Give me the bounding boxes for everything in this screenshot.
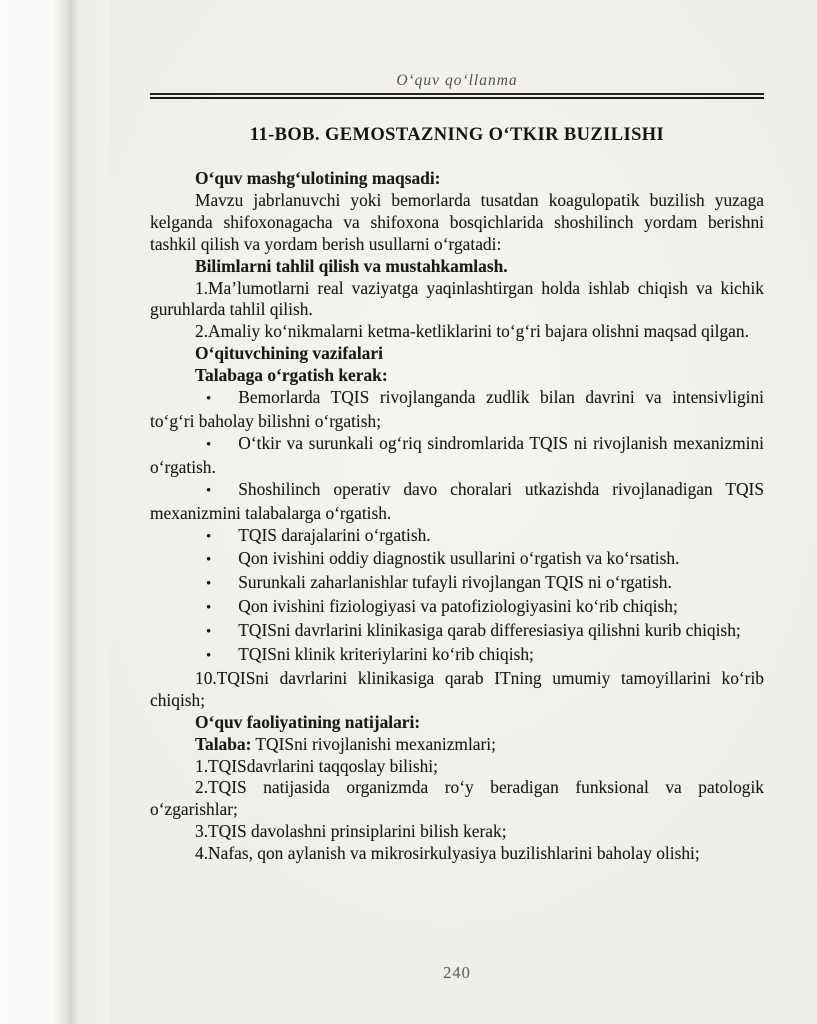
bullet-item: [150, 479, 764, 525]
running-header-title: O‘quv qo‘llanma: [396, 72, 518, 89]
section-heading: Talabaga o‘rgatish kerak:: [195, 365, 388, 386]
header-rule: [150, 93, 764, 99]
bullet-text: Surunkali zaharlanishlar tufayli rivojlangan TQIS ni o‘rgatish.: [238, 572, 672, 593]
bullet-icon: •: [206, 648, 212, 665]
bullet-icon: •: [206, 391, 212, 408]
bullet-text: Shoshilinch operativ davo choralari utkazishda rivojlanadigan TQIS mexanizmini talabalarga o‘rgatish.: [150, 478, 764, 523]
document-body: [150, 168, 764, 865]
paragraph: 1.Ma’lumotlarni real vaziyatga yaqinlashtirgan holda ishlab chiqish va kichik guruhlarda tahlil qilish.: [150, 277, 764, 320]
bullet-text: Qon ivishini oddiy diagnostik usullarini o‘rgatish va ko‘rsatish.: [238, 548, 680, 569]
bullet-icon: •: [206, 528, 212, 545]
paragraph: 2.Amaliy ko‘nikmalarni ketma-ketliklarini to‘g‘ri bajara olishni maqsad qilgan.: [195, 321, 749, 342]
section-heading: O‘quv mashg‘ulotining maqsadi:: [195, 168, 441, 188]
bullet-text: TQIS darajalarini o‘rgatish.: [238, 524, 431, 545]
paragraph: 1.TQISdavrlarini taqqoslay bilishi;: [195, 755, 438, 776]
bullet-icon: •: [206, 552, 212, 569]
bullet-item: [150, 644, 764, 668]
chapter-title: 11-BOB. GEMOSTAZNING O‘TKIR BUZILISHI: [249, 125, 665, 145]
lead-label: Talaba:: [195, 733, 252, 754]
section-heading: Bilimlarni tahlil qilish va mustahkamlash.: [195, 255, 508, 276]
bullet-item: [150, 548, 764, 572]
section-heading: O‘quv faoliyatining natijalari:: [195, 711, 421, 732]
page-number: 240: [443, 963, 471, 982]
paragraph: Mavzu jabrlanuvchi yoki bemorlarda tusatdan koagulopatik buzilish yuzaga kelganda shifoxonagacha va shifoxona bosqichlarida shoshilinch yordam berishni tashkil qilish va yordam berish usullarni o‘rgatadi:: [150, 189, 764, 254]
page-edge-shadow: [0, 0, 110, 1024]
bullet-text: Bemorlarda TQIS rivojlanganda zudlik bilan davrini va intensivligini to‘g‘ri baholay bilishni o‘rgatish;: [150, 387, 764, 431]
bullet-icon: •: [206, 482, 212, 499]
text-column: [150, 72, 764, 865]
bullet-icon: •: [206, 624, 212, 641]
paragraph: [150, 734, 764, 756]
bullet-item: [150, 433, 764, 479]
bullet-text: TQISni klinik kriteriylarini ko‘rib chiqish;: [238, 644, 534, 665]
bullet-item: [150, 620, 764, 644]
paragraph-text: TQISni rivojlanishi mexanizmlari;: [251, 733, 496, 754]
running-header: [150, 72, 764, 99]
bullet-item: [150, 596, 764, 620]
bullet-icon: •: [206, 436, 212, 453]
paragraph: 2.TQIS natijasida organizmda ro‘y beradigan funksional va patologik o‘zgarishlar;: [150, 777, 764, 820]
bullet-icon: •: [206, 576, 212, 593]
bullet-text: TQISni davrlarini klinikasiga qarab differesiasiya qilishni kurib chiqish;: [238, 620, 741, 641]
bullet-text: Qon ivishini fiziologiyasi va patofiziologiyasini ko‘rib chiqish;: [238, 596, 678, 617]
section-heading: O‘qituvchining vazifalari: [195, 343, 383, 364]
paragraph: 10.TQISni davrlarini klinikasiga qarab ITning umumiy tamoyillarini ko‘rib chiqish;: [150, 667, 764, 710]
paragraph: 3.TQIS davolashni prinsiplarini bilish kerak;: [195, 821, 507, 842]
bullet-item: [150, 572, 764, 596]
bullet-icon: •: [206, 600, 212, 617]
paragraph: 4.Nafas, qon aylanish va mikrosirkulyasiya buzilishlarini baholay olishi;: [195, 843, 700, 864]
bullet-item: [150, 525, 764, 549]
bullet-text: O‘tkir va surunkali og‘riq sindromlarida TQIS ni rivojlanish mexanizmini o‘rgatish.: [150, 432, 764, 477]
bullet-item: [150, 387, 764, 433]
